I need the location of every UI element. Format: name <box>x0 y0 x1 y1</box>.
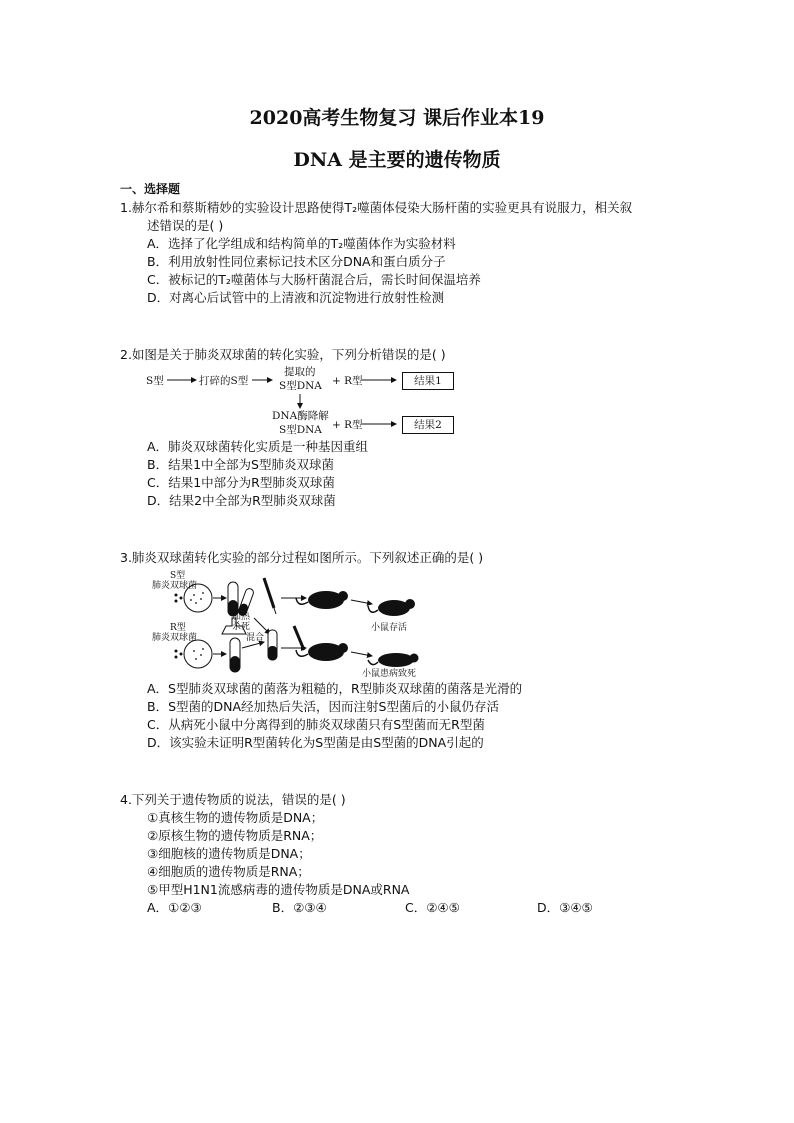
question-2-option-a: A．肺炎双球菌转化实质是一种基因重组 <box>147 439 369 454</box>
label-kill: 杀死 <box>232 622 251 632</box>
question-3-option-d: D．该实验未证明R型菌转化为S型菌是由S型菌的DNA引起的 <box>147 735 484 750</box>
question-4-choice-c: C．②④⑤ <box>405 900 460 915</box>
label-s-dna: S型DNA <box>279 380 322 392</box>
label-broken-s: 打碎的S型 <box>199 375 249 387</box>
label-s-bacteria: 肺炎双球菌 <box>152 581 198 591</box>
question-3-option-c: C．从病死小鼠中分离得到的肺炎双球菌只有S型菌而无R型菌 <box>147 717 485 732</box>
question-4-item-4: ④细胞质的遗传物质是RNA； <box>147 864 310 879</box>
label-plus-r-2: + R型 <box>332 419 363 431</box>
result-1-box: 结果1 <box>402 372 454 390</box>
label-heat: 加热 <box>232 612 251 622</box>
page-subtitle: DNA 是主要的遗传物质 <box>293 149 501 171</box>
question-4-choice-a: A．①②③ <box>147 900 202 915</box>
mouse-experiment-figure <box>146 568 436 678</box>
label-s-dna-2: S型DNA <box>279 424 322 436</box>
label-mouse-alive: 小鼠存活 <box>371 623 408 633</box>
label-r-bacteria: 肺炎双球菌 <box>152 633 198 643</box>
question-4-item-2: ②原核生物的遗传物质是RNA； <box>147 828 323 843</box>
section-heading: 一、选择题 <box>120 182 181 196</box>
question-1-option-b: B．利用放射性同位素标记技术区分DNA和蛋白质分子 <box>147 254 446 269</box>
label-dnase: DNA酶降解 <box>272 410 329 422</box>
question-1-option-a: A．选择了化学组成和结构简单的T₂噬菌体作为实验材料 <box>147 236 456 251</box>
question-4-choice-d: D．③④⑤ <box>537 900 593 915</box>
label-s-type: S型 <box>170 571 186 581</box>
question-3-stem: 3.肺炎双球菌转化实验的部分过程如图所示。下列叙述正确的是( ) <box>120 550 484 565</box>
question-2-stem: 2.如图是关于肺炎双球菌的转化实验，下列分析错误的是( ) <box>120 347 446 362</box>
question-4-item-1: ①真核生物的遗传物质是DNA； <box>147 810 324 825</box>
question-1-stem-cont: 述错误的是( ) <box>147 218 224 233</box>
question-2-option-d: D．结果2中全部为R型肺炎双球菌 <box>147 493 336 508</box>
label-mouse-dead: 小鼠患病致死 <box>362 669 417 679</box>
question-2-option-b: B．结果1中全部为S型肺炎双球菌 <box>147 457 334 472</box>
transformation-flow-diagram <box>140 364 460 438</box>
question-1-stem: 1.赫尔希和蔡斯精妙的实验设计思路使得T₂噬菌体侵染大肠杆菌的实验更具有说服力，相关叙 <box>120 200 633 215</box>
question-1-option-c: C．被标记的T₂噬菌体与大肠杆菌混合后，需长时间保温培养 <box>147 272 481 287</box>
label-plus-r-1: + R型 <box>332 375 363 387</box>
question-4-choice-b: B．②③④ <box>272 900 327 915</box>
question-4-item-5: ⑤甲型H1N1流感病毒的遗传物质是DNA或RNA <box>147 882 410 897</box>
label-s-type: S型 <box>146 375 164 387</box>
question-3-option-b: B．S型菌的DNA经加热后失活，因而注射S型菌后的小鼠仍存活 <box>147 699 499 714</box>
question-4-item-3: ③细胞核的遗传物质是DNA； <box>147 846 311 861</box>
question-4-stem: 4.下列关于遗传物质的说法，错误的是( ) <box>120 792 346 807</box>
page-title: 2020高考生物复习 课后作业本19 <box>249 107 545 129</box>
question-3-option-a: A．S型肺炎双球菌的菌落为粗糙的，R型肺炎双球菌的菌落是光滑的 <box>147 681 523 696</box>
label-extracted: 提取的 <box>284 366 316 378</box>
label-mix: 混合 <box>246 633 265 643</box>
question-1-option-d: D．对离心后试管中的上清液和沉淀物进行放射性检测 <box>147 290 445 305</box>
question-2-option-c: C．结果1中部分为R型肺炎双球菌 <box>147 475 335 490</box>
result-2-box: 结果2 <box>402 416 454 434</box>
label-r-type: R型 <box>170 623 186 633</box>
